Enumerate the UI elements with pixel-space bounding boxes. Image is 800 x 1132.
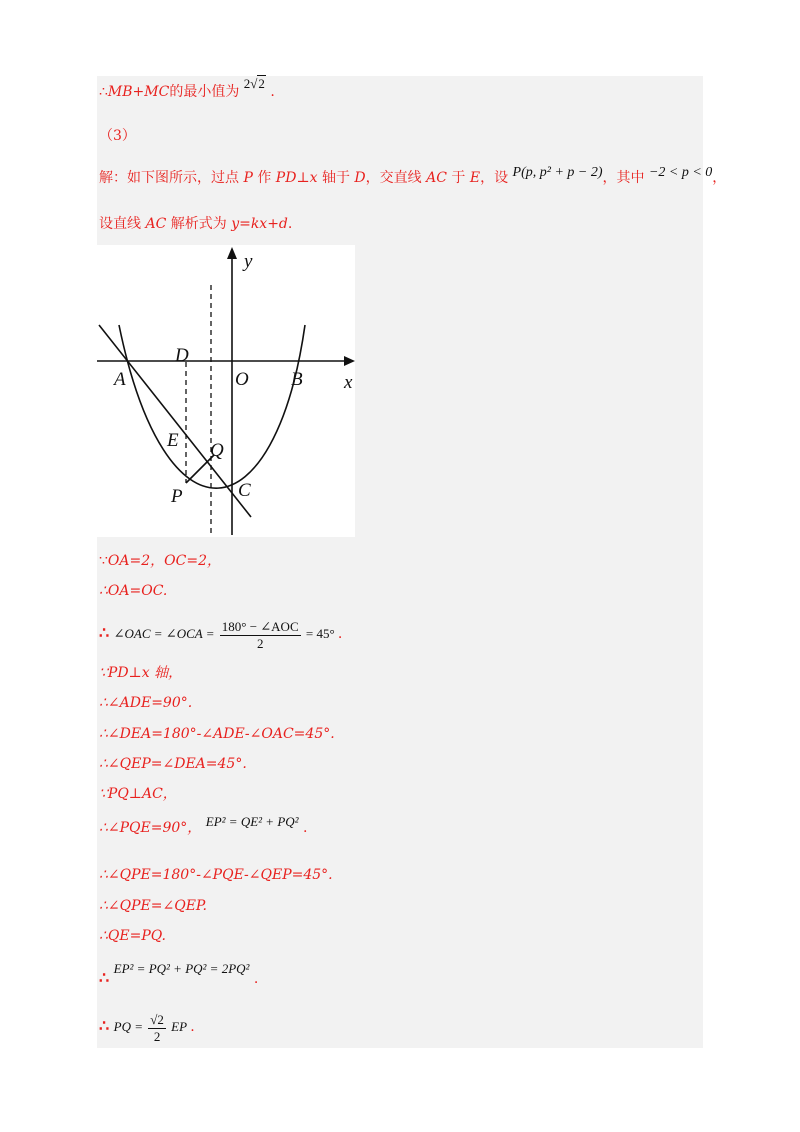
min-value-line xyxy=(99,76,275,102)
parabola-figure xyxy=(97,245,355,537)
point-p-formula: P(p, p² + p − 2) xyxy=(512,165,603,180)
line-ac-setup: 设直线 AC 解析式为 y=kx+d. xyxy=(99,216,293,232)
label-x: x xyxy=(344,372,353,393)
proof-line-12: ∴QE=PQ. xyxy=(99,928,166,944)
figure-svg xyxy=(97,245,355,537)
angle-fraction: $\frac{\text{180° − ∠AOC}}{2}$ xyxy=(221,618,299,651)
proof-line-3: ∴ ∠OAC = ∠OCA = $\frac{\text{180° − ∠AOC}}{2}$ = 45° . xyxy=(99,618,343,651)
pythagoras-formula: EP² = QE² + PQ² xyxy=(205,814,299,829)
p-range-formula: −2 < p < 0 xyxy=(648,165,713,180)
expression: MB+MC xyxy=(107,84,170,100)
proof-line-4: ∵PD⊥x 轴， xyxy=(99,665,183,681)
part-label: （3） xyxy=(99,128,136,144)
x-axis-arrow-icon xyxy=(344,356,355,366)
angle-formula: ∠OAC = ∠OCA = $\frac{\text{180° − ∠AOC}}{2}$ = 45° xyxy=(113,618,335,651)
proof-line-8: ∵PQ⊥AC， xyxy=(99,786,177,802)
label-b: B xyxy=(291,369,303,390)
proof-line-5: ∴∠ADE=90°. xyxy=(99,695,193,711)
label-d: D xyxy=(175,345,189,366)
pq-formula: PQ = $\frac{√2}{2}$ EP xyxy=(113,1011,188,1044)
proof-line-9: ∴∠PQE=90°， EP² = QE² + PQ² . xyxy=(99,814,308,836)
proof-line-2: ∴OA=OC. xyxy=(99,583,168,599)
proof-line-1: ∵OA=2，OC=2， xyxy=(99,553,221,569)
label-p: P xyxy=(171,486,183,507)
period: . xyxy=(270,84,275,100)
proof-line-11: ∴∠QPE=∠QEP. xyxy=(99,898,207,914)
text: 的最小值为 xyxy=(169,84,240,100)
proof-line-13: ∴ EP² = PQ² + PQ² = 2PQ² . xyxy=(99,961,259,987)
proof-line-6: ∴∠DEA=180°-∠ADE-∠OAC=45°. xyxy=(99,726,335,742)
y-axis-arrow-icon xyxy=(227,247,237,259)
ep-squared-formula: EP² = PQ² + PQ² = 2PQ² xyxy=(113,961,250,976)
label-e: E xyxy=(167,430,179,451)
label-c: C xyxy=(238,480,251,501)
label-q: Q xyxy=(210,440,224,461)
proof-line-14: ∴ PQ = $\frac{√2}{2}$ EP . xyxy=(99,1011,195,1044)
proof-line-7: ∴∠QEP=∠DEA=45°. xyxy=(99,756,247,772)
label-a: A xyxy=(114,369,126,390)
solution-intro-line: 解：如下图所示，过点 P 作 PD⊥x 轴于 D，交直线 AC 于 E，设 P(p, p² + p − 2)，其中 −2 < p < 0， xyxy=(99,165,727,186)
min-value-formula: 2√2 xyxy=(243,76,265,91)
label-o: O xyxy=(235,369,249,390)
pq-fraction: $\frac{√2}{2}$ xyxy=(150,1011,164,1044)
parabola-curve xyxy=(119,325,305,488)
proof-line-10: ∴∠QPE=180°-∠PQE-∠QEP=45°. xyxy=(99,867,333,883)
label-y: y xyxy=(244,251,253,272)
therefore-symbol: ∴ xyxy=(99,84,108,100)
